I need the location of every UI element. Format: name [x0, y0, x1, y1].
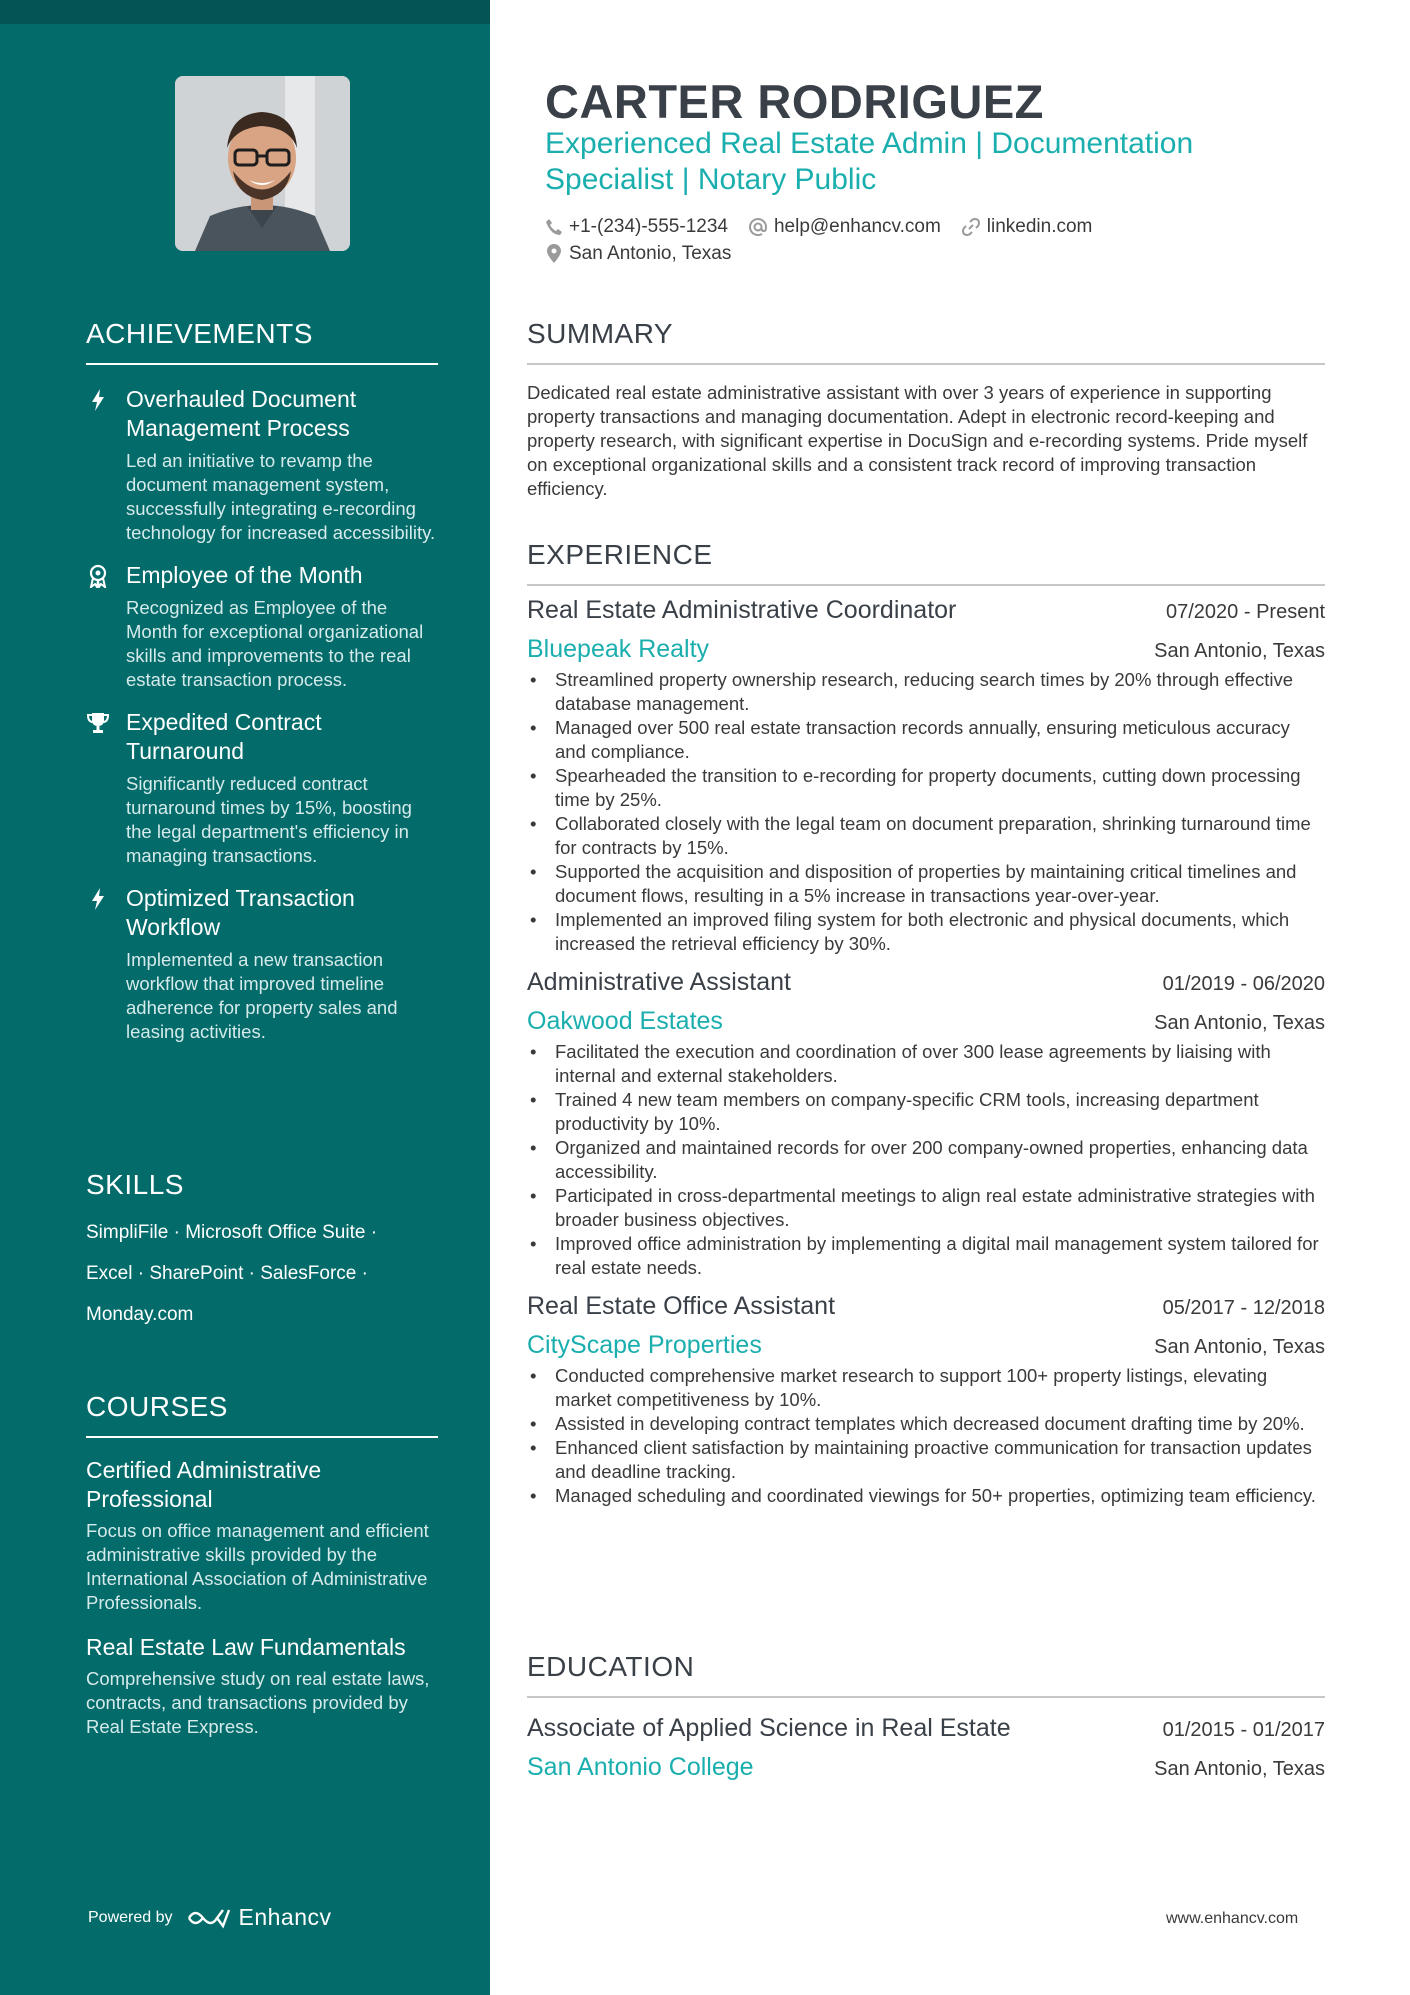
degree-title: Associate of Applied Science in Real Estate — [527, 1714, 1011, 1742]
company-name: Oakwood Estates — [527, 1007, 723, 1035]
enhancv-logo — [185, 1904, 332, 1931]
courses-section — [86, 1391, 438, 1739]
achievement-item — [86, 385, 438, 545]
company-name: Bluepeak Realty — [527, 635, 710, 663]
job-header — [527, 968, 1325, 997]
bolt-icon — [86, 387, 110, 413]
sidebar — [0, 0, 490, 1995]
bullet-item: • Implemented an improved filing system for both electronic and physical documents, which increased the retrieval efficiency by 30%. — [527, 908, 1325, 956]
skills-heading: SKILLS — [86, 1169, 184, 1200]
achievement-title: Overhauled Document Management Process — [126, 386, 357, 441]
phone-number: +1-(234)-555-1234 — [569, 216, 728, 237]
skills-line: SimpliFile · Microsoft Office Suite · — [86, 1222, 378, 1243]
contact-row — [545, 241, 1305, 267]
job-subheader — [527, 1007, 1325, 1036]
education-date: 01/2015 - 01/2017 — [1162, 1719, 1325, 1741]
job-bullets — [527, 1364, 1325, 1508]
powered-by-label: Powered by — [88, 1908, 173, 1926]
achievement-description: Recognized as Employee of the Month for exceptional organizational skills and improvements to the real estate transaction process. — [126, 597, 424, 690]
job-subheader — [527, 635, 1325, 664]
job-entry — [527, 968, 1325, 1280]
trophy-icon — [86, 710, 110, 736]
experience-section — [527, 539, 1325, 1508]
achievement-title: Employee of the Month — [126, 562, 363, 588]
bullet-item: • Streamlined property ownership research, reducing search times by 20% through effective database management. — [527, 668, 1325, 716]
summary-section — [527, 318, 1325, 501]
education-header — [527, 1714, 1325, 1743]
bullet-item: • Facilitated the execution and coordination of over 300 lease agreements by liaising with internal and external stakeholders. — [527, 1040, 1325, 1088]
achievement-title: Optimized Transaction Workflow — [126, 885, 355, 940]
bullet-item: • Managed over 500 real estate transaction records annually, ensuring meticulous accuracy and compliance. — [527, 716, 1325, 764]
course-description: Focus on office management and efficient administrative skills provided by the International Association of Administrative Professionals. — [86, 1520, 429, 1613]
achievement-item — [86, 884, 438, 1044]
education-section — [527, 1651, 1325, 1782]
job-date: 05/2017 - 12/2018 — [1162, 1297, 1325, 1319]
job-location: San Antonio, Texas — [1154, 1336, 1325, 1358]
summary-heading: SUMMARY — [527, 318, 1325, 365]
bullet-item: • Supported the acquisition and disposition of properties by maintaining critical timelines and document flows, resulting in a 5% increase in transactions year-over-year. — [527, 860, 1325, 908]
achievement-description: Significantly reduced contract turnaround times by 15%, boosting the legal department's efficiency in managing transactions. — [126, 773, 412, 866]
course-title: Certified Administrative Professional — [86, 1457, 322, 1512]
achievements-section — [86, 318, 438, 1044]
achievement-description: Implemented a new transaction workflow that improved timeline adherence for property sales and leasing activities. — [126, 949, 398, 1042]
bullet-item: • Participated in cross-departmental meetings to align real estate administrative strategies with broader business objectives. — [527, 1184, 1325, 1232]
job-date: 07/2020 - Present — [1166, 601, 1325, 623]
bolt-icon — [86, 886, 110, 912]
award-icon — [86, 563, 110, 589]
email-address: help@enhancv.com — [773, 216, 941, 237]
skills-line: Monday.com — [86, 1304, 194, 1325]
powered-by — [88, 1904, 332, 1931]
candidate-name: CARTER RODRIGUEZ — [545, 75, 1044, 128]
job-header — [527, 1292, 1325, 1321]
linkedin-contact[interactable] — [961, 216, 1093, 238]
course-item — [86, 1633, 438, 1739]
bullet-item: • Improved office administration by implementing a digital mail management system tailored for real estate needs. — [527, 1232, 1325, 1280]
job-entry — [527, 1292, 1325, 1508]
education-entry — [527, 1714, 1325, 1782]
job-title: Real Estate Office Assistant — [527, 1292, 836, 1320]
location-contact — [545, 243, 731, 265]
job-date: 01/2019 - 06/2020 — [1162, 973, 1325, 995]
candidate-headline — [545, 126, 1305, 198]
headline-line: Experienced Real Estate Admin | Documentation — [545, 127, 1194, 160]
education-subheader — [527, 1753, 1325, 1782]
job-subheader — [527, 1331, 1325, 1360]
job-title: Real Estate Administrative Coordinator — [527, 596, 957, 624]
enhancv-logo-icon — [185, 1906, 231, 1930]
job-bullets — [527, 1040, 1325, 1280]
link-icon — [961, 217, 981, 237]
enhancv-brand-name: Enhancv — [238, 1904, 332, 1930]
achievement-description: Led an initiative to revamp the document management system, successfully integrating e-recording technology for increased accessibility. — [126, 450, 436, 543]
bullet-item: • Managed scheduling and coordinated viewings for 50+ properties, optimizing team efficiency. — [527, 1484, 1325, 1508]
courses-heading: COURSES — [86, 1391, 438, 1438]
bullet-item: • Collaborated closely with the legal team on document preparation, shrinking turnaround time for contracts by 15%. — [527, 812, 1325, 860]
job-location: San Antonio, Texas — [1154, 640, 1325, 662]
company-name: CityScape Properties — [527, 1331, 762, 1359]
education-heading: EDUCATION — [527, 1651, 1325, 1698]
phone-contact[interactable] — [545, 216, 728, 238]
job-location: San Antonio, Texas — [1154, 1012, 1325, 1034]
bullet-item: • Conducted comprehensive market research to support 100+ property listings, elevating market competitiveness by 10%. — [527, 1364, 1325, 1412]
headline-line: Specialist | Notary Public — [545, 163, 877, 196]
job-header — [527, 596, 1325, 625]
email-contact[interactable] — [748, 216, 941, 238]
bullet-item: • Assisted in developing contract templates which decreased document drafting time by 20%. — [527, 1412, 1325, 1436]
achievement-item — [86, 561, 438, 692]
at-icon — [748, 217, 768, 237]
linkedin-link: linkedin.com — [986, 216, 1093, 237]
education-location: San Antonio, Texas — [1154, 1758, 1325, 1780]
sidebar-top-bar — [0, 0, 490, 24]
contact-info — [545, 214, 1305, 268]
achievements-heading: ACHIEVEMENTS — [86, 318, 438, 365]
profile-photo — [175, 76, 350, 251]
skills-line: Excel · SharePoint · SalesForce · — [86, 1263, 368, 1284]
job-title: Administrative Assistant — [527, 968, 791, 996]
job-entry — [527, 596, 1325, 956]
summary-text: Dedicated real estate administrative assistant with over 3 years of experience in supporting property transactions and managing documentation. Adept in electronic record-keeping and property research, with significant expertise in DocuSign and e-recording systems. Pride myself on exceptional organizational skills and a consistent track record of improving transaction efficiency. — [527, 382, 1308, 499]
footer-url[interactable]: www.enhancv.com — [1166, 1910, 1299, 1927]
course-item — [86, 1456, 438, 1615]
job-bullets — [527, 668, 1325, 956]
bullet-item: • Trained 4 new team members on company-specific CRM tools, increasing department productivity by 10%. — [527, 1088, 1325, 1136]
course-description: Comprehensive study on real estate laws, contracts, and transactions provided by Real Estate Express. — [86, 1668, 430, 1737]
bullet-item: • Spearheaded the transition to e-recording for property documents, cutting down processing time by 25%. — [527, 764, 1325, 812]
location-pin-icon — [545, 244, 563, 264]
achievement-title: Expedited Contract Turnaround — [126, 709, 322, 764]
location-text: San Antonio, Texas — [569, 243, 732, 264]
course-title: Real Estate Law Fundamentals — [86, 1634, 406, 1660]
experience-heading: EXPERIENCE — [527, 539, 1325, 586]
bullet-item: • Enhanced client satisfaction by maintaining proactive communication for transaction updates and deadline tracking. — [527, 1436, 1325, 1484]
skills-section — [86, 1169, 438, 1327]
contact-row — [545, 214, 1305, 240]
phone-icon — [545, 218, 563, 236]
school-name: San Antonio College — [527, 1753, 754, 1781]
achievement-item — [86, 708, 438, 868]
bullet-item: • Organized and maintained records for over 200 company-owned properties, enhancing data accessibility. — [527, 1136, 1325, 1184]
